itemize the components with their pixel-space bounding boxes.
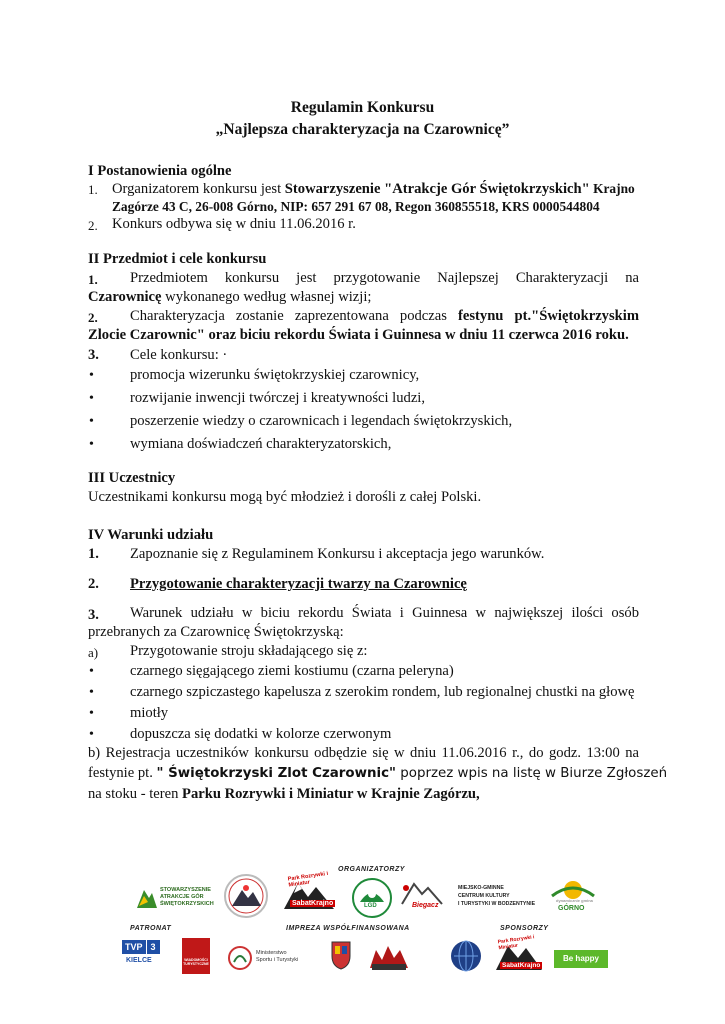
bullet-icon: • (89, 664, 94, 679)
s4-bullet-4: dopuszcza się dodatki w kolorze czerwonym (130, 726, 392, 742)
s1-item2-number: 2. (88, 218, 98, 233)
section-3-heading: III Uczestnicy (88, 470, 176, 486)
s2-item2-line2: Zlocie Czarownic" oraz biciu rekordu Świata i Guinnesa w dniu 11 czerwca 2016 roku. (88, 327, 629, 343)
s2-bullet-1: promocja wizerunku świętokrzyskiej czarownicy, (130, 367, 420, 383)
s4-bullet-1: czarnego sięgającego ziemi kostiumu (czarna peleryna) (130, 663, 454, 679)
mgck-logo: MIEJSKO-GMINNE CENTRUM KULTURY I TURYSTYKI W BODZENTYNIE (458, 885, 536, 907)
patron-label: PATRONAT (130, 925, 172, 932)
s2-item1-number: 1. (88, 272, 98, 287)
s1-item1-line2: Zagórze 43 C, 26-008 Górno, NIP: 657 291 67 08, Regon 360855518, KRS 0000544804 (112, 199, 600, 214)
park-rozrywki-sponsor-logo: Park Rozrywki i Miniatur SabatKrajno (497, 934, 541, 969)
s4-item3-line2: przebranych za Czarownicę Świętokrzyską: (88, 624, 344, 640)
s4-b-line2: festynie pt. " Świętokrzyski Zlot Czarownic" poprzez wpis na listę w Biurze Zgłoszeń (88, 765, 668, 781)
s1-item1-line1: Organizatorem konkursu jest Stowarzyszenie "Atrakcje Gór Świętokrzyskich" Krajno (112, 181, 635, 197)
s1-item1-number: 1. (88, 182, 98, 197)
s4-item1: Zapoznanie się z Regulaminem Konkursu i akceptacja jego warunków. (130, 546, 545, 562)
s4-item-a-number: a) (88, 645, 99, 660)
mountain-icon (136, 884, 158, 910)
sponsors-label: SPONSORZY (500, 925, 549, 932)
s4-item3-line1: Warunek udziału w biciu rekordu Świata i Guinnesa w największej ilości osób (130, 605, 639, 621)
bullet-icon: • (89, 706, 94, 721)
wiadomosci-turystyczne-logo: WIADOMOŚCI TURYSTYCZNE (182, 938, 210, 974)
s1-item2: Konkurs odbywa się w dniu 11.06.2016 r. (112, 216, 356, 232)
bullet-icon: • (89, 391, 94, 406)
lgd-logo: LGD (352, 878, 392, 918)
be-happy-logo: Be happy (554, 950, 608, 968)
bullet-icon: • (89, 414, 94, 429)
s4-item1-number: 1. (88, 546, 99, 562)
s4-item3-number: 3. (88, 607, 99, 623)
s2-item2-number: 2. (88, 310, 98, 325)
bullet-icon: • (89, 368, 94, 383)
bullet-icon: • (89, 727, 94, 742)
s4-item-a: Przygotowanie stroju składającego się z: (130, 643, 368, 659)
section-1-heading: I Postanowienia ogólne (88, 163, 232, 179)
s3-text: Uczestnikami konkursu mogą być młodzież i dorośli z całej Polski. (88, 489, 482, 505)
title-line-2: „Najlepsza charakteryzacja na Czarownicę” (215, 121, 510, 138)
bullet-icon: • (89, 685, 94, 700)
s4-b-line1: b) Rejestracja uczestników konkursu odbędzie się w dniu 11.06.2016 r., do godz. 13:00 na (88, 745, 639, 761)
biegacz-logo: Biegacz (398, 880, 446, 914)
ministerstwo-logo: Ministerstwo Sportu i Turystyki (226, 944, 326, 974)
s2-item3: Cele konkursu: · (130, 347, 228, 363)
ministerstwo-emblem-icon (226, 944, 256, 972)
s2-bullet-3: poszerzenie wiedzy o czarownicach i legendach świętokrzyskich, (130, 413, 513, 429)
section-2-heading: II Przedmiot i cele konkursu (88, 251, 267, 267)
tvp3-kielce-logo: TVP 3 KIELCE (122, 940, 174, 980)
s4-item2: Przygotowanie charakteryzacji twarzy na Czarownicę (130, 576, 467, 592)
section-4-heading: IV Warunki udziału (88, 527, 214, 543)
s2-item3-number: 3. (88, 347, 99, 363)
s2-item2-line1: Charakteryzacja zostanie zaprezentowana podczas festynu pt."Świętokrzyskim (130, 308, 639, 324)
s4-bullet-3: miotły (130, 705, 169, 721)
s4-b-line3: na stoku - teren Parku Rozrywki i Miniatur w Krajnie Zagórzu, (88, 786, 480, 802)
stowarzyszenie-logo: STOWARZYSZENIE ATRAKCJE GÓR ŚWIĘTOKRZYSKICH (136, 884, 216, 910)
s2-bullet-4: wymiana doświadczeń charakteryzatorskich, (130, 436, 392, 452)
s2-bullet-2: rozwijanie inwencji twórczej i kreatywności ludzi, (130, 390, 426, 406)
park-rozrywki-logo: Park Rozrywki i Miniatur SabatKrajno (280, 873, 338, 913)
organizers-label: ORGANIZATORZY (338, 866, 405, 873)
s4-item2-number: 2. (88, 576, 99, 592)
s4-bullet-2: czarnego szpiczastego kapelusza z szerokim rondem, lub regionalnej chustki na głowę (130, 684, 635, 700)
gorno-logo: dynamicznie gmina GÓRNO (548, 876, 598, 914)
bullet-icon: • (89, 437, 94, 452)
title-line-1: Regulamin Konkursu (290, 99, 435, 116)
wojewodztwo-coat-of-arms (330, 940, 352, 970)
gory-swietokrzyskie-badge (224, 874, 268, 918)
s2-item1-line2: Czarownicę wykonanego według własnej wizji; (88, 289, 372, 305)
s2-item1-line1: Przedmiotem konkursu jest przygotowanie Najlepszej Charakteryzacji na (130, 270, 639, 286)
globe-sponsor-logo (446, 938, 486, 974)
bodzentyn-logo (368, 940, 410, 972)
cofinanced-label: IMPREZA WSPÓŁFINANSOWANA (286, 925, 410, 932)
